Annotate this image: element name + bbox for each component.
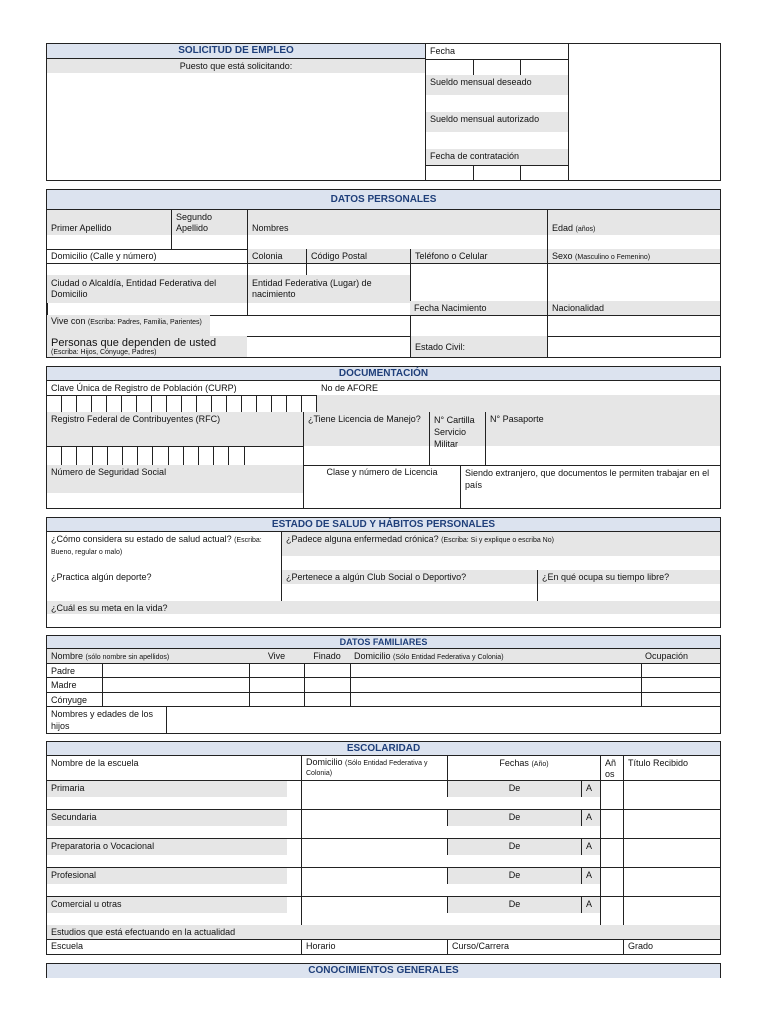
nacionalidad-field[interactable]	[547, 315, 720, 336]
char-cell[interactable]	[229, 447, 244, 465]
esc-domicilio-header	[301, 756, 447, 780]
school-a-label: A	[581, 781, 600, 797]
char-cell[interactable]	[47, 447, 62, 465]
dependen-text: Personas que dependen de usted	[51, 337, 217, 349]
school-anos-field[interactable]	[600, 839, 623, 868]
extranjero-field[interactable]	[460, 493, 720, 508]
char-cell[interactable]	[199, 447, 214, 465]
familiares-title: DATOS FAMILIARES	[47, 636, 720, 649]
estado-civil-label: Estado Civil:	[410, 336, 547, 357]
afore-label: No de AFORE	[321, 383, 379, 393]
hijos-field[interactable]	[166, 706, 720, 733]
conocimientos-section	[46, 963, 721, 978]
photo-box	[569, 44, 720, 180]
salud-section	[46, 517, 721, 628]
solicitud-section	[46, 43, 721, 181]
cartilla-field[interactable]	[429, 446, 485, 465]
school-de-label: De	[447, 868, 581, 884]
estado-civil-field[interactable]	[547, 336, 720, 357]
sexo-label	[547, 249, 720, 263]
family-cell[interactable]	[304, 664, 350, 678]
salud-title: ESTADO DE SALUD Y HÁBITOS PERSONALES	[47, 518, 720, 532]
char-cell[interactable]	[122, 396, 137, 412]
esc-escuela-header: Nombre de la escuela	[51, 758, 139, 768]
school-row	[47, 896, 720, 925]
vive-con-label	[47, 315, 210, 336]
codigo-postal-label: Código Postal	[306, 249, 410, 263]
school-row-label: Preparatoria o Vocacional	[47, 839, 287, 855]
char-cell[interactable]	[197, 396, 212, 412]
school-row-label: Primaria	[47, 781, 287, 797]
char-cell[interactable]	[242, 396, 257, 412]
school-de-label: De	[447, 839, 581, 855]
club-field[interactable]	[281, 584, 537, 601]
sexo-field[interactable]	[547, 263, 720, 301]
school-domicilio-field[interactable]	[301, 839, 447, 868]
char-cell[interactable]	[62, 396, 77, 412]
school-row	[47, 809, 720, 838]
school-a-label: A	[581, 868, 600, 884]
domicilio-field[interactable]	[47, 263, 247, 275]
fecha-contratacion-label: Fecha de contratación	[426, 149, 568, 165]
school-domicilio-field[interactable]	[301, 868, 447, 897]
entidad-nacimiento-label: Entidad Federativa (Lugar) de nacimiento	[247, 275, 410, 303]
sueldo-autorizado-field[interactable]	[426, 132, 568, 147]
pasaporte-label: N° Pasaporte	[485, 412, 720, 446]
nss-field[interactable]	[47, 493, 303, 508]
licencia-field[interactable]	[303, 446, 429, 465]
char-cell[interactable]	[184, 447, 199, 465]
afore-field[interactable]	[317, 395, 720, 412]
esc-fechas-note: (Año)	[531, 761, 549, 768]
family-row-label: Madre	[51, 680, 77, 691]
char-cell[interactable]	[272, 396, 287, 412]
dependen-label	[47, 336, 247, 357]
school-titulo-field[interactable]	[623, 868, 720, 897]
family-cell[interactable]	[641, 664, 720, 678]
school-anos-field[interactable]	[600, 810, 623, 839]
nombres-field[interactable]	[247, 235, 547, 249]
family-cell[interactable]	[350, 678, 641, 692]
char-cell[interactable]	[214, 447, 229, 465]
edad-text: Edad	[552, 223, 574, 233]
personales-title: DATOS PERSONALES	[47, 190, 720, 210]
school-anos-field[interactable]	[600, 781, 623, 810]
primer-apellido-field[interactable]	[47, 235, 171, 249]
fecha-contratacion-cells[interactable]	[426, 165, 568, 180]
school-de-label: De	[447, 810, 581, 826]
curp-label: Clave Única de Registro de Población (CURP)	[51, 383, 237, 393]
fam-vive-header: Vive	[249, 649, 304, 663]
family-cell[interactable]	[350, 693, 641, 707]
school-domicilio-field[interactable]	[301, 810, 447, 839]
estudios-actuales-label: Estudios que está efectuando en la actualidad	[47, 925, 720, 939]
family-cell[interactable]	[641, 693, 720, 707]
fam-domicilio-note: (Sólo Entidad Federativa y Colonia)	[393, 654, 504, 661]
esc-col-escuela: Escuela	[51, 941, 84, 951]
club-label: ¿Pertenece a algún Club Social o Deportivo?	[281, 570, 537, 584]
puesto-label: Puesto que está solicitando:	[47, 59, 425, 73]
fam-nombre-header	[47, 649, 249, 663]
tiempo-libre-label: ¿En qué ocupa su tiempo libre?	[537, 570, 720, 584]
telefono-label: Teléfono o Celular	[410, 249, 547, 263]
sexo-note: (Masculino o Femenino)	[575, 254, 651, 261]
family-row-label: Padre	[51, 666, 76, 676]
vive-con-text: Vive con	[51, 316, 86, 326]
char-cell[interactable]	[47, 396, 62, 412]
char-cell[interactable]	[212, 396, 227, 412]
char-cell[interactable]	[93, 447, 108, 465]
fam-nombre-text: Nombre	[51, 651, 84, 661]
fam-finado-header: Finado	[304, 649, 350, 663]
char-cell[interactable]	[182, 396, 197, 412]
family-row-label: Cónyuge	[51, 694, 88, 705]
char-cell[interactable]	[77, 396, 92, 412]
family-cell[interactable]	[641, 678, 720, 692]
codigo-postal-field[interactable]	[306, 263, 410, 275]
domicilio-label: Domicilio (Calle y número)	[51, 251, 157, 261]
school-row	[47, 867, 720, 896]
fecha-cells[interactable]	[426, 59, 568, 75]
entidad-nacimiento-field[interactable]	[247, 303, 410, 315]
edad-note: (años)	[575, 226, 596, 233]
documentacion-section	[46, 366, 721, 509]
esc-domicilio-note: (Sólo Entidad Federativa y Colonia)	[306, 760, 428, 777]
hijos-label: Nombres y edades de los hijos	[51, 709, 154, 731]
puesto-field[interactable]	[47, 73, 425, 180]
fecha-nacimiento-label: Fecha Nacimiento	[410, 301, 547, 315]
school-anos-field[interactable]	[600, 897, 623, 926]
school-row	[47, 780, 720, 809]
escolaridad-section	[46, 741, 721, 955]
fecha-label: Fecha	[430, 46, 456, 56]
edad-field[interactable]	[547, 235, 720, 249]
tiempo-libre-field[interactable]	[537, 584, 720, 601]
dependen-note: (Escriba: Hijos, Cónyuge, Padres)	[51, 349, 157, 356]
salud-estado-text: ¿Cómo considera su estado de salud actual?	[51, 534, 232, 544]
char-cell[interactable]	[92, 396, 107, 412]
esc-fechas-text: Fechas	[499, 758, 529, 768]
school-row	[47, 838, 720, 867]
ciudad-label: Ciudad o Alcaldía, Entidad Federativa del Domicilio	[47, 275, 247, 303]
school-row-label: Secundaria	[47, 810, 287, 826]
char-cell[interactable]	[152, 396, 167, 412]
char-cell[interactable]	[138, 447, 153, 465]
school-a-label: A	[581, 897, 600, 913]
char-cell[interactable]	[137, 396, 152, 412]
school-rows	[47, 780, 720, 925]
colonia-label: Colonia	[247, 249, 306, 263]
nss-label: Número de Seguridad Social	[47, 465, 303, 493]
cartilla-label: N° Cartilla Servicio Militar	[429, 412, 485, 446]
family-cell[interactable]	[102, 664, 249, 678]
cronica-label	[281, 532, 720, 556]
familiares-section	[46, 635, 721, 734]
segundo-apellido-field[interactable]	[171, 235, 247, 249]
school-row-label: Profesional	[47, 868, 287, 884]
salud-estado-field[interactable]	[47, 556, 281, 570]
school-row-label: Comercial u otras	[47, 897, 287, 913]
colonia-field[interactable]	[247, 263, 306, 275]
char-cell[interactable]	[107, 396, 122, 412]
primer-apellido-label: Primer Apellido	[47, 210, 171, 235]
fam-nombre-note: (sólo nombre sin apellidos)	[85, 654, 170, 661]
char-cell[interactable]	[62, 447, 77, 465]
salud-estado-note: (Escriba: Bueno, regular o malo)	[51, 537, 262, 556]
fam-ocupacion-header: Ocupación	[641, 649, 720, 663]
char-cell[interactable]	[167, 396, 182, 412]
esc-col-curso: Curso/Carrera	[447, 939, 623, 954]
sexo-text: Sexo	[552, 251, 573, 261]
char-cell[interactable]	[77, 447, 92, 465]
cronica-note: (Escriba: Si y explique o escriba No)	[441, 537, 554, 544]
school-domicilio-field[interactable]	[301, 781, 447, 810]
solicitud-title: SOLICITUD DE EMPLEO	[47, 44, 425, 59]
school-a-label: A	[581, 810, 600, 826]
salud-estado-label	[47, 532, 281, 556]
esc-fechas-header	[447, 756, 600, 780]
cronica-field[interactable]	[281, 556, 720, 570]
esc-col-grado: Grado	[623, 939, 720, 954]
family-cell[interactable]	[249, 678, 304, 692]
char-cell[interactable]	[227, 396, 242, 412]
char-cell[interactable]	[123, 447, 138, 465]
fecha-nacimiento-field[interactable]	[410, 315, 547, 336]
school-de-label: De	[447, 781, 581, 797]
vive-con-field[interactable]	[210, 315, 410, 336]
edad-label	[547, 210, 720, 235]
conocimientos-title: CONOCIMIENTOS GENERALES	[47, 964, 720, 978]
segundo-apellido-label: Segundo Apellido	[171, 210, 247, 235]
school-a-label: A	[581, 839, 600, 855]
pasaporte-field[interactable]	[485, 446, 720, 465]
school-titulo-field[interactable]	[623, 781, 720, 810]
nombres-label: Nombres	[247, 210, 547, 235]
fam-domicilio-header	[350, 649, 641, 663]
family-cell[interactable]	[249, 693, 304, 707]
esc-anos-header: Años	[600, 756, 623, 780]
clase-licencia-label: Clase y número de Licencia	[303, 465, 460, 493]
char-cell[interactable]	[169, 447, 184, 465]
family-rows	[47, 663, 720, 706]
clase-licencia-field[interactable]	[303, 493, 460, 508]
documentacion-title: DOCUMENTACIÓN	[47, 367, 720, 381]
extranjero-label: Siendo extranjero, que documentos le permiten trabajar en el país	[460, 465, 720, 493]
family-row	[47, 692, 720, 706]
family-row	[47, 677, 720, 691]
school-titulo-field[interactable]	[623, 810, 720, 839]
family-cell[interactable]	[102, 693, 249, 707]
ciudad-field[interactable]	[47, 303, 247, 315]
family-cell[interactable]	[350, 664, 641, 678]
school-de-label: De	[447, 897, 581, 913]
school-anos-field[interactable]	[600, 868, 623, 897]
school-titulo-field[interactable]	[623, 839, 720, 868]
family-row	[47, 663, 720, 677]
meta-label: ¿Cuál es su meta en la vida?	[47, 601, 720, 614]
sueldo-deseado-label: Sueldo mensual deseado	[426, 75, 568, 95]
rfc-label: Registro Federal de Contribuyentes (RFC)	[47, 412, 303, 446]
sueldo-autorizado-label: Sueldo mensual autorizado	[426, 112, 568, 132]
cronica-text: ¿Padece alguna enfermedad crónica?	[286, 534, 439, 544]
char-cell[interactable]	[302, 396, 317, 412]
deporte-field[interactable]	[47, 584, 281, 601]
dependen-field[interactable]	[247, 336, 410, 357]
school-titulo-field[interactable]	[623, 897, 720, 926]
esc-domicilio-text: Domicilio	[306, 757, 343, 767]
family-cell[interactable]	[304, 693, 350, 707]
school-domicilio-field[interactable]	[301, 897, 447, 926]
esc-col-horario: Horario	[301, 939, 447, 954]
sueldo-deseado-field[interactable]	[426, 95, 568, 110]
rfc-cells[interactable]	[47, 446, 303, 465]
fam-domicilio-text: Domicilio	[354, 651, 391, 661]
vive-con-note: (Escriba: Padres, Familia, Parientes)	[87, 319, 202, 326]
char-cell[interactable]	[287, 396, 302, 412]
family-cell[interactable]	[249, 664, 304, 678]
nacionalidad-label: Nacionalidad	[547, 301, 720, 315]
personales-section	[46, 189, 721, 358]
family-cell[interactable]	[102, 678, 249, 692]
telefono-field[interactable]	[410, 263, 547, 301]
curp-cells[interactable]	[47, 395, 317, 412]
family-cell[interactable]	[304, 678, 350, 692]
char-cell[interactable]	[153, 447, 168, 465]
char-cell[interactable]	[108, 447, 123, 465]
escolaridad-title: ESCOLARIDAD	[47, 742, 720, 756]
licencia-label: ¿Tiene Licencia de Manejo?	[303, 412, 429, 446]
deporte-label: ¿Practica algún deporte?	[51, 572, 152, 582]
char-cell[interactable]	[257, 396, 272, 412]
meta-field[interactable]	[47, 614, 720, 627]
esc-titulo-header: Título Recibido	[623, 756, 720, 780]
